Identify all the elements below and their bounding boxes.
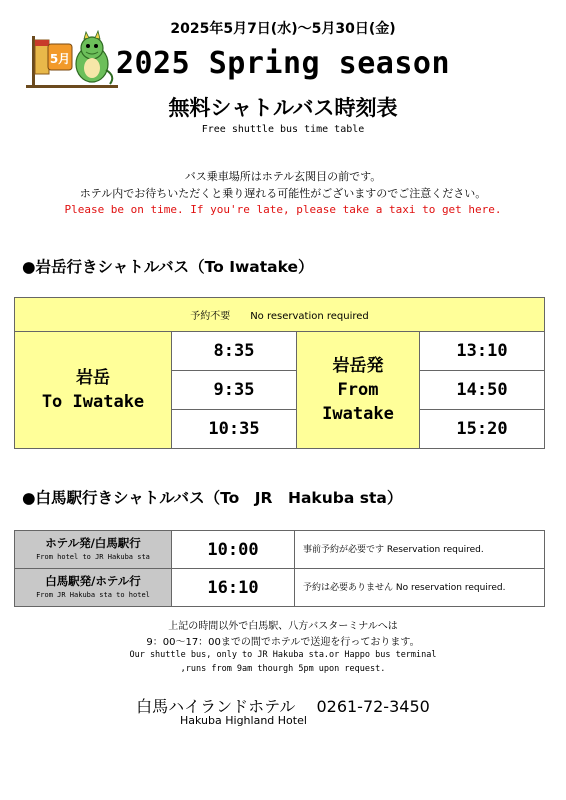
page-title: 2025 Spring season [115,46,451,81]
from-iwatake-label-jp: 岩岳発 [332,356,384,376]
to-iwatake-time: 9:35 [172,371,297,410]
table-row [15,569,545,607]
month-badge: 5月 [49,52,71,66]
footer-line-1: 上記の時間以外で白馬駅、八方バスターミナルへは [168,621,398,632]
page-subtitle-en: Free shuttle bus time table [201,124,365,135]
to-iwatake-time: 8:35 [172,332,297,371]
from-iwatake-time: 13:10 [420,332,545,371]
route-label [15,531,172,569]
from-iwatake-label [297,332,420,449]
footer-line-4: ,runs from 9am thourgh 5pm upon request. [180,664,386,674]
from-iwatake-time: 14:50 [420,371,545,410]
route-subtitle: From hotel to JR Hakuba sta [36,552,150,561]
from-iwatake-time: 15:20 [420,410,545,449]
notice-warning: Please be on time. If you're late, please take a taxi to get here. [64,203,502,216]
departure-time: 16:10 [172,569,295,607]
page-title-jp: 無料シャトルバス時刻表 [168,96,398,120]
reservation-note: 予約不要 No reservation required [15,298,545,332]
route-label [15,569,172,607]
to-iwatake-label-jp: 岩岳 [76,368,110,388]
reservation-note: 事前予約が必要です Reservation required. [295,531,545,569]
from-iwatake-label-en: From [337,380,379,400]
departure-time: 10:00 [172,531,295,569]
hotel-contact: 白馬ハイランドホテル 0261-72-3450 [136,697,430,716]
to-iwatake-label [15,332,172,449]
date-range: 2025年5月7日(水)～5月30日(金) [170,21,396,37]
footer-line-2: 9：00～17：00までの間でホテルで送迎を行っております。 [146,637,420,648]
route-subtitle: From JR Hakuba sta to hotel [36,590,150,599]
iwatake-timetable [14,297,545,449]
route-title: ホテル発/白馬駅行 [45,535,141,550]
footer-line-3: Our shuttle bus, only to JR Hakuba sta.or Happo bus terminal [129,650,437,660]
from-iwatake-label-en-2: Iwatake [322,404,394,424]
notice-line-1: バス乗車場所はホテル玄関目の前です。 [184,170,382,183]
hotel-name-en: Hakuba Highland Hotel [180,714,307,727]
iwatake-section-heading: ●岩岳行きシャトルバス（To Iwatake） [22,258,314,276]
notice-line-2: ホテル内でお待ちいただくと乗り遅れる可能性がございますのでご注意ください。 [79,187,487,200]
to-iwatake-time: 10:35 [172,410,297,449]
table-row [15,531,545,569]
to-iwatake-label-en: To Iwatake [41,392,145,412]
reservation-note: 予約は必要ありません No reservation required. [295,569,545,607]
hakuba-section-heading: ●白馬駅行きシャトルバス（To JR Hakuba sta） [22,489,403,507]
route-title: 白馬駅発/ホテル行 [45,573,141,588]
hakuba-timetable [14,530,545,607]
